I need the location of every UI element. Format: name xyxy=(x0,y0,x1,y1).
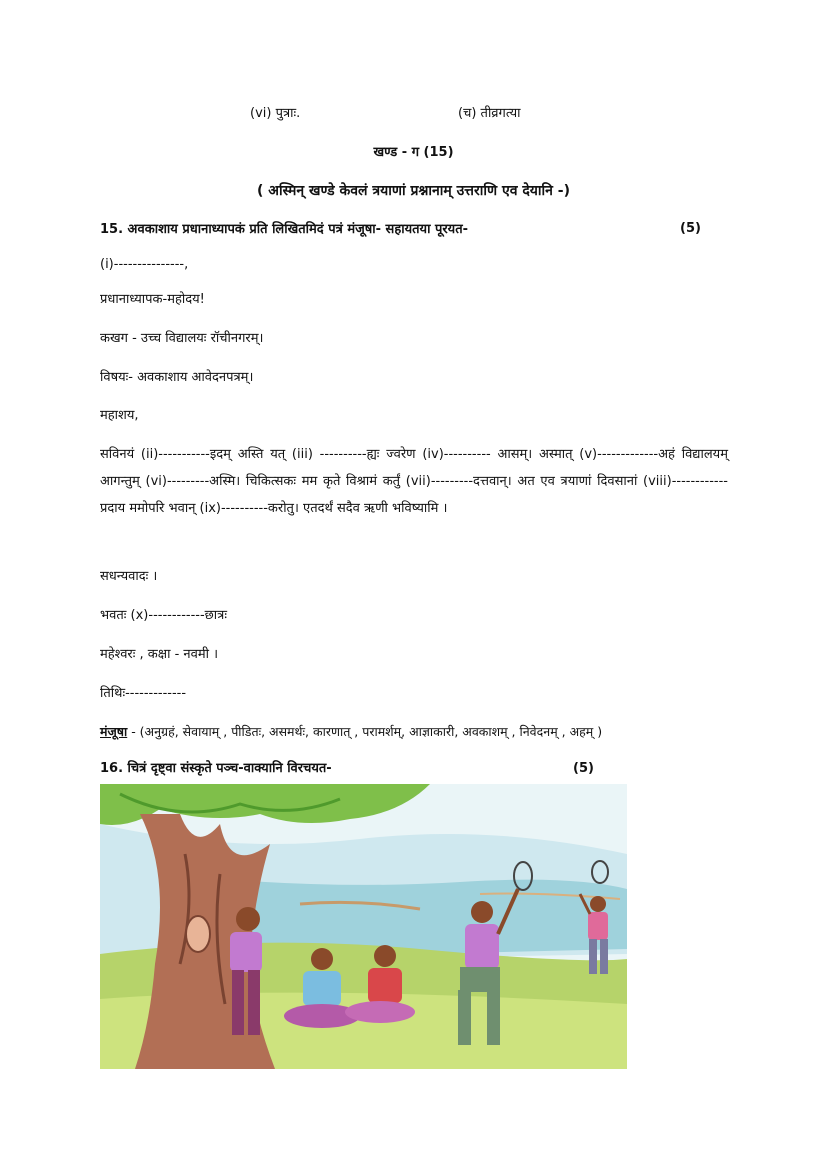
option-cha: (च) तीव्रगत्या xyxy=(458,106,521,121)
letter-blank-i: (i)---------------, xyxy=(100,257,189,272)
letter-thanks: सधन्यवादः । xyxy=(100,569,158,584)
manjusha-words: - (अनुग्रहं, सेवायाम् , पीडितः, असमर्थः, कारणात् , परामर्शम्, आज्ञाकारी, अवकाशम् , निवेदनम् , अहम् ) xyxy=(127,724,603,739)
option-vi: (vi) पुत्राः. xyxy=(250,106,301,121)
manjusha-label: मंजूषा xyxy=(100,724,128,739)
q15-heading: 15. अवकाशाय प्रधानाध्यापकं प्रति लिखितमिदं पत्रं मंजूषा- सहायतया पूरयत- xyxy=(100,222,469,237)
q16-marks: (5) xyxy=(573,761,594,776)
q15-marks: (5) xyxy=(680,221,701,236)
q16-heading: 16. चित्रं दृष्ट्वा संस्कृते पञ्च-वाक्यानि विरचयत- xyxy=(100,761,332,776)
letter-date: तिथिः------------- xyxy=(100,686,187,701)
letter-name: महेश्वरः , कक्षा - नवमी । xyxy=(100,647,219,662)
letter-greeting: महाशय, xyxy=(100,408,139,423)
section-instruction: ( अस्मिन् खण्डे केवलं त्रयाणां प्रश्नानाम् उत्तराणि एव देयानि -) xyxy=(256,183,571,199)
letter-body: सविनयं (ii)-----------इदम् अस्ति यत् (iii) ----------ह्यः ज्वरेण (iv)---------- आसम्। अस्मात् (v)-------------अहं विद्यालयम् आगन्तुम् (vi)---------अस्मि। चिकित्सकः मम कृते विश्रामं कर्तुं (vii)---------दत्तवान्। अत एव त्रयाणां दिवसानां (viii)------------प्रदाय ममोपरि भवान् (ix)----------करोतु। एतदर्थं सदैव ऋणी भविष्यामि । xyxy=(100,447,728,516)
letter-yours: भवतः (x)------------छात्रः xyxy=(100,608,227,623)
letter-salutation: प्रधानाध्यापक-महोदय! xyxy=(100,292,205,307)
section-title: खण्ड - ग (15) xyxy=(373,145,454,160)
letter-school: कखग - उच्च विद्यालयः रॉचीनगरम्। xyxy=(100,331,264,346)
picture-composition-image xyxy=(100,784,627,1069)
manjusha-line xyxy=(100,722,602,742)
letter-subject: विषयः- अवकाशाय आवेदनपत्रम्। xyxy=(100,370,254,385)
